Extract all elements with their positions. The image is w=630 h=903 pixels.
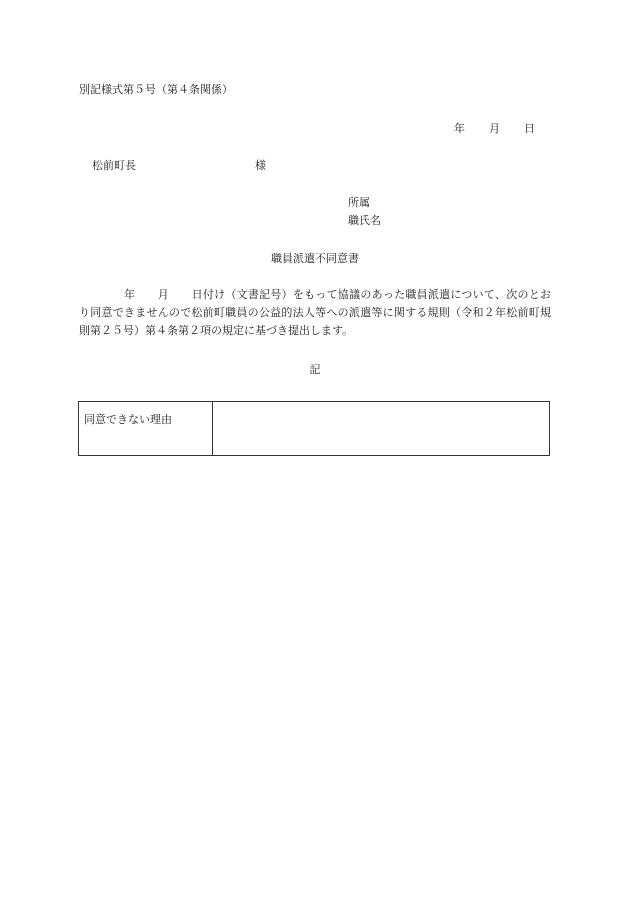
reason-label-cell: 同意できない理由 [79, 402, 213, 455]
form-number: 別記様式第５号（第４条関係） [79, 83, 233, 96]
body-paragraph: 年 月 日付け（文書記号）をもって協議のあった職員派遣について、次のとおり同意できませんので松前町職員の公益的法人等への派遣等に関する規則（令和２年松前町規則第２５号）第４条第２項の規定に基づき提出します。 [79, 288, 551, 337]
document-title: 職員派遣不同意書 [271, 252, 359, 265]
reason-content-cell[interactable] [213, 402, 549, 455]
date-month-label: 月 [489, 122, 500, 135]
date-line [454, 120, 535, 136]
addressee-name: 松前町長 [92, 159, 136, 172]
reason-table [78, 401, 550, 456]
date-year-label: 年 [454, 122, 465, 135]
date-day-label: 日 [524, 122, 535, 135]
affiliation-label: 所属 [348, 196, 370, 209]
addressee-honorific: 様 [255, 159, 266, 172]
position-name-label: 職氏名 [348, 214, 381, 227]
ki-heading: 記 [309, 363, 321, 376]
